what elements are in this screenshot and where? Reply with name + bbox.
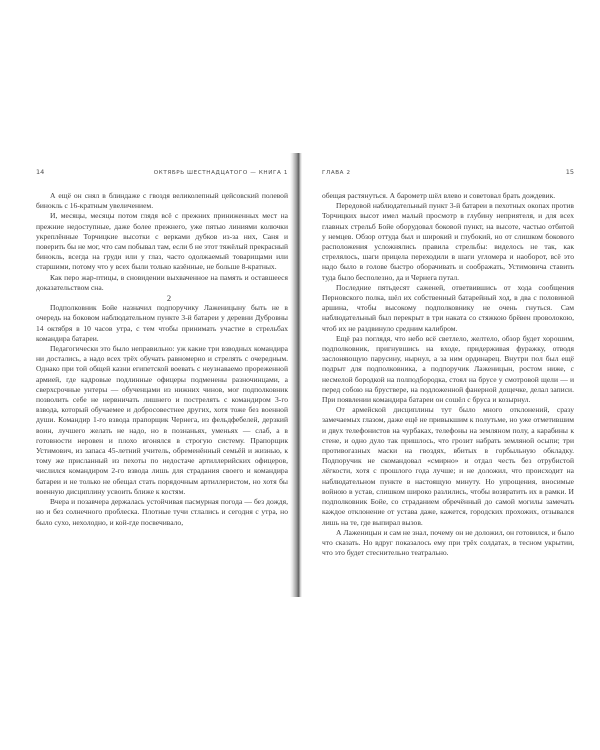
right-page-body (322, 191, 574, 558)
chapter-header: ГЛАВА 2 (322, 170, 351, 176)
left-running-head (36, 168, 288, 182)
paragraph: Педагогически это было неправильно: уж какие три взводных командира ни достались, а надо всех трёх обучать равномерно и стрелять с очередным. Однако при той общей казни египетской воевать с неузнаваемо прореженной армией, где кадровые подлинные офицеры подменены разночинцами, а сверхсрочные унтеры — обученцами из нижних чинов, мог подполковник позволить себе не нервничать лишнего и пострелять с командиром 3-го взвода, который обучаемее и добросовестнее других, хотя тоже без военной души. Командир 1-го взвода прапорщик Чернега, из фельдфебелей, дерзкий воин, лучшего желать не надо, но в познаньях, уменьях — слаб, а в готовности неровен и плохо вгонялся в строгую систему. Прапорщик Устимович, из запаса 45-летний учитель, обременённый семьёй и жизнью, к тому же присланный из пехоты по недостаче артиллерийских офицеров, числился командиром 2-го взвода лишь для страдания своего и командира батареи и не только не обещал стать порядочным артиллеристом, но хотя бы военную дисциплину усвоить ближе к костям. (36, 344, 288, 496)
right-page (322, 168, 574, 558)
paragraph: обещая растянуться. А барометр шёл влево и советовал брать дождевик. (322, 191, 556, 200)
right-running-head (322, 168, 574, 182)
book-title-header: ОКТЯБРЬ ШЕСТНАДЦАТОГО — КНИГА 1 (153, 170, 288, 176)
page-number-left: 14 (36, 168, 45, 176)
left-page-body (36, 191, 288, 528)
paragraph: Как перо жар-птицы, в сновидении выхваченное на память и оставшееся доказательством сна. (36, 272, 288, 292)
paragraph: А ещё он снял в блиндаже с гвоздя великолепный цейсовский полевой бинокль с 16-кратным увеличением. (36, 191, 288, 211)
paragraph: Передовой наблюдательный пункт 3-й батареи в пехотных окопах против Торчицких высот имел малый просмотр в глубину неприятеля, и для всех главных стрельб Бойе оборудовал боковой пункт, на высоте, частью отбитой у немцев. Обзор оттуда был и широкий и глубокий, но от слишком бокового расположения усложнялись правила стрельбы: виделось не так, как стрелялось, шаги прицела переходили в шаги угломера и наоборот, всё это надо было в голове быстро оборачивать и соображать, Устимовича ставить туда было бесполезно, да и Чернега путал. (322, 201, 574, 282)
paragraph: А Лаженицын и сам не знал, почему он не доложил, он готовился, и было что сказать. Но вдруг показалось ему при трёх солдатах, в тесном укрытии, что это будет стеснительно театрально. (322, 527, 574, 558)
paragraph: Подполковник Бойе назначил подпоручику Лаженицыну быть не в очередь на боковом наблюдательном пункте 3-й батареи у деревни Дубровны 14 октября в 10 часов утра, с тем чтобы принимать участие в стрельбах командира батареи. (36, 303, 288, 343)
paragraph: И, месяцы, месяцы потом глядя всё с прежних приниженных мест на прежние недоступные, даже более прежнего, уже пятью линиями колючки укреплённые Торчицкие высотки с верками дубков из-за них, Саня и поверить бы не мог, что сам побывал там, если б не этот тяжёлый прекрасный бинокль, всегда на груди или у глаз, часто одолжаемый товарищами или старшими, потому что у всех были только казённые, не больше 8-кратных. (36, 211, 288, 272)
page-number-right: 15 (565, 168, 574, 176)
book-binding-gutter (290, 153, 302, 597)
paragraph: Вчера и позавчера держалась устойчивая пасмурная погода — без дождя, но и без солнечного проблеска. Плотные тучи стлались и сегодня с утра, но было сухо, нехолодно, и кой-где посвечивало, (36, 497, 288, 527)
chapter-number: 2 (166, 293, 172, 304)
paragraph: Последние пятьдесят саженей, ответвившись от хода сообщения Перновского полка, шёл их собственный батарейный ход, в два с половиной аршина, чтобы высокому подполковнику не очень гнуться. Сам наблюдательный был перекрыт в три наката со стяжкою брёвен проволокою, чтоб их не раздвинуло средним калибром. (322, 282, 574, 333)
left-page (36, 168, 288, 528)
paragraph: Ещё раз поглядя, что небо всё светлело, желтело, обзор будет хорошим, подполковник, пригнувшись на входе, придерживая фуражку, отводя заслоняющую парусину, нырнул, а за ним ординарец. Внутри пол был ещё подрыт для подполковника, а подпоручик Лаженицын, ростом ниже, с несмелой бородкой на полподбородка, стоял на брусе у смотровой щели — и перед собою на бруствере, на подложенной фанерной дощечке, делал записи. При появлении командира батареи он сошёл с бруса и козырнул. (322, 333, 574, 405)
paragraph: От армейской дисциплины тут было много отклонений, сразу замечаемых глазом, даже ещё не привыкшим к полутьме, но уже отметившим и двух телефонистов на чурбаках, телефоны на земляном полу, а карабины к стене, и одно дуло так пришлось, что грозит набрать земляной осыпи; три противогазных маски на гвоздях, вбитых в горбыльную обкладку. Подпоручик не скомандовал «смирно» и отдал честь без отрубистой лёгкости, хотя с прошлого года лучше; и не доложил, что происходит на наблюдательном пункте в настоящую минуту. Но упрощения, вносимые войною в устав, слишком широко разлились, чтобы возвратить их в рамки. И подполковник Бойе, со страданием обречённый до самой могилы замечать каждое отклонение от устава даже, кажется, городских прохожих, отзывался лишь на те, где выпирал вызов. (322, 405, 574, 527)
